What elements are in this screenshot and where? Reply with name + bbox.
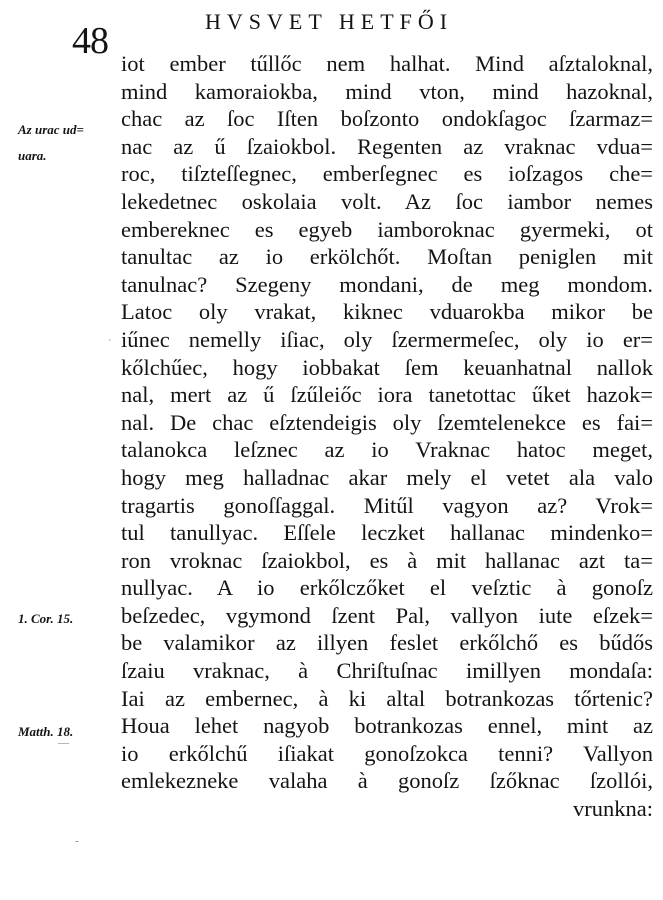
body-text	[121, 50, 653, 823]
text-line: vrunkna:	[573, 796, 653, 822]
running-title: HVSVET HETFŐI	[205, 9, 454, 34]
text-line: nal. De chac eſztendeigis oly ſzemtelenekce es fai=	[121, 409, 653, 435]
stray-mark: ´	[108, 338, 112, 350]
text-line: be valamikor az illyen feslet erkőlchő es bűdős	[121, 630, 653, 656]
margin-note-1	[18, 122, 84, 163]
margin-note-1-line2: uara.	[18, 148, 47, 163]
text-line: kőlchűec, hogy iobbakat ſem keuanhatnal nallok	[121, 354, 653, 380]
text-line: roc, tiſzteſſegnec, emberſegnec es ioſzagos che=	[121, 161, 653, 187]
text-line: Iai az embernec, à ki altal botrankozas tőrtenic?	[121, 685, 653, 711]
text-line: ron vroknac ſzaiokbol, es à mit hallanac azt ta=	[121, 547, 653, 573]
text-line: tul tanullyac. Eſſele leczket hallanac mindenko=	[121, 520, 653, 546]
page-number: 48	[72, 20, 108, 62]
margin-note-1-line1: Az urac ud=	[18, 122, 84, 137]
margin-note-3: Matth. 18.	[18, 724, 74, 739]
text-line: talanokca leſznec az io Vraknac hatoc meget,	[121, 437, 653, 463]
text-line: mind kamoraiokba, mind vton, mind hazoknal,	[121, 78, 653, 104]
text-line: tanultac az io erkölchőt. Moſtan peniglen mit	[121, 244, 653, 270]
text-line: ſzaiu vraknac, à Chriſtuſnac imillyen mondaſa:	[121, 658, 653, 684]
text-line: iot ember tűllőc nem halhat. Mind aſztaloknal,	[121, 51, 653, 76]
text-line: chac az ſoc Iſten boſzonto ondokſagoc ſzarmaz=	[121, 106, 653, 132]
text-line: emlekezneke valaha à gonoſz ſzőknac ſzollói,	[121, 768, 653, 794]
margin-note-2: 1. Cor. 15.	[18, 611, 74, 626]
text-line: lekedetnec oskolaia volt. Az ſoc iambor nemes	[121, 188, 653, 214]
text-line: iűnec nemelly iſiac, oly ſzermermeſec, oly io er=	[121, 326, 653, 352]
text-line: Houa lehet nagyob botrankozas ennel, mint az	[121, 713, 653, 739]
text-line: nal, mert az ű ſzűleiőc iora tanetottac űket hazok=	[121, 382, 653, 408]
stray-mark: —	[58, 737, 69, 749]
text-line: io erkőlchű iſiakat gonoſzokca tenni? Vallyon	[121, 740, 653, 766]
text-line: embereknec es egyeb iamboroknac gyermeki, ot	[121, 216, 653, 242]
stray-mark: -	[75, 835, 79, 847]
text-line: tragartis gonoſſaggal. Mitűl vagyon az? Vrok=	[121, 492, 653, 518]
text-line: hogy meg halladnac akar mely el vetet ala valo	[121, 464, 653, 490]
text-line: nullyac. A io erkőlczőket el veſztic à gonoſz	[121, 575, 653, 601]
text-line: Latoc oly vrakat, kiknec vduarokba mikor be	[121, 299, 653, 325]
text-line: beſzedec, vgymond ſzent Pal, vallyon iute eſzek=	[121, 602, 653, 628]
text-line: tanulnac? Szegeny mondani, de meg mondom.	[121, 271, 653, 297]
text-line: nac az ű ſzaiokbol. Regenten az vraknac vdua=	[121, 133, 653, 159]
